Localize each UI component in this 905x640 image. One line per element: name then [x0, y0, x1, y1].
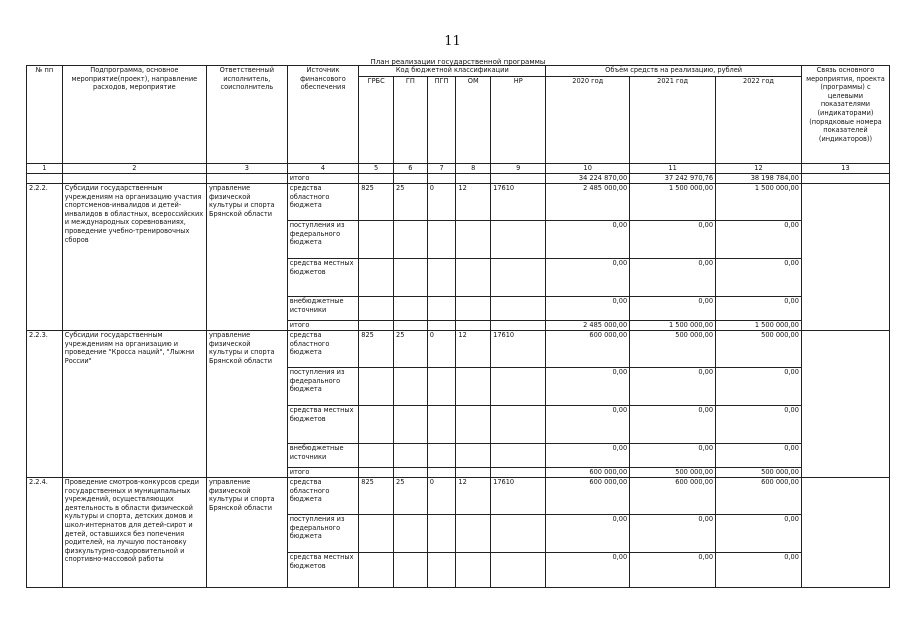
value-2021: 0,00 — [630, 297, 716, 321]
header-budget-code: Код бюджетной классификации — [359, 66, 546, 77]
value-2021: 600 000,00 — [630, 478, 716, 515]
column-number: 7 — [427, 164, 456, 174]
value-2020: 0,00 — [546, 515, 630, 553]
gp-code: 25 — [394, 184, 428, 221]
column-number: 2 — [62, 164, 206, 174]
total-2021: 500 000,00 — [630, 468, 716, 478]
funding-source: поступления из федерального бюджета — [287, 515, 359, 553]
value-2020: 2 485 000,00 — [546, 184, 630, 221]
value-2020: 0,00 — [546, 368, 630, 406]
value-2020: 0,00 — [546, 221, 630, 259]
value-2021: 0,00 — [630, 368, 716, 406]
value-2021: 0,00 — [630, 221, 716, 259]
column-number: 9 — [491, 164, 546, 174]
value-2021: 0,00 — [630, 259, 716, 297]
total-label: итого — [287, 321, 359, 331]
activity-name: Субсидии государственным учреждениям на организацию и проведение "Кросса наций", "Лыжни России" — [62, 331, 206, 478]
funding-source: средства областного бюджета — [287, 478, 359, 515]
value-2021: 500 000,00 — [630, 331, 716, 368]
value-2021: 1 500 000,00 — [630, 184, 716, 221]
activity-executor: управление физической культуры и спорта Брянской области — [206, 478, 287, 588]
column-number: 5 — [359, 164, 394, 174]
value-2020: 600 000,00 — [546, 331, 630, 368]
om-code: 12 — [456, 331, 491, 368]
nr-code: 17610 — [491, 478, 546, 515]
value-2021: 0,00 — [630, 553, 716, 588]
column-numbers-row — [27, 164, 890, 174]
column-number: 12 — [716, 164, 802, 174]
header-2021: 2021 год — [630, 77, 716, 164]
header-volume: Объём средств на реализацию, рублей — [546, 66, 802, 77]
column-number: 3 — [206, 164, 287, 174]
funding-source: внебюджетные источники — [287, 297, 359, 321]
value-2022: 0,00 — [716, 368, 802, 406]
value-2021: 0,00 — [630, 444, 716, 468]
header-grbs: ГРБС — [359, 77, 394, 164]
header-gp: ГП — [394, 77, 428, 164]
total-2020: 34 224 870,00 — [546, 174, 630, 184]
value-2020: 0,00 — [546, 406, 630, 444]
total-2020: 2 485 000,00 — [546, 321, 630, 331]
plan-table — [26, 65, 890, 588]
header-2020: 2020 год — [546, 77, 630, 164]
header-2022: 2022 год — [716, 77, 802, 164]
header-nr: НР — [491, 77, 546, 164]
value-2022: 0,00 — [716, 515, 802, 553]
total-2022: 38 198 784,00 — [716, 174, 802, 184]
value-2022: 0,00 — [716, 259, 802, 297]
column-number: 10 — [546, 164, 630, 174]
funding-source: средства областного бюджета — [287, 184, 359, 221]
total-label: итого — [287, 468, 359, 478]
header-om: ОМ — [456, 77, 491, 164]
pgp-code: 0 — [427, 184, 456, 221]
activity-executor: управление физической культуры и спорта Брянской области — [206, 184, 287, 331]
value-2022: 0,00 — [716, 221, 802, 259]
top-total-row — [27, 174, 890, 184]
header-link: Связь основного мероприятия, проекта (программы) с целевыми показателями (индикаторами) (порядковые номера показателей (индикаторов)) — [801, 66, 889, 164]
value-2020: 0,00 — [546, 553, 630, 588]
pgp-code: 0 — [427, 478, 456, 515]
total-2020: 600 000,00 — [546, 468, 630, 478]
column-number: 6 — [394, 164, 428, 174]
funding-source: поступления из федерального бюджета — [287, 368, 359, 406]
om-code: 12 — [456, 184, 491, 221]
total-2022: 500 000,00 — [716, 468, 802, 478]
indicator-link — [801, 331, 889, 478]
value-2021: 0,00 — [630, 406, 716, 444]
value-2022: 600 000,00 — [716, 478, 802, 515]
funding-source: средства областного бюджета — [287, 331, 359, 368]
activity-name: Проведение смотров-конкурсов среди государственных и муниципальных учреждений, осуществляющих деятельность в области физической культуры и спорта, детских домов и школ-интернатов для детей-сирот и детей, оставшихся без попечения родителей, на лучшую постановку физкультурно-оздоровительной и спортивно-массовой работы — [62, 478, 206, 588]
header-executor: Ответственный исполнитель, соисполнитель — [206, 66, 287, 164]
funding-source: средства местных бюджетов — [287, 553, 359, 588]
grbs-code: 825 — [359, 331, 394, 368]
activity-number: 2.2.3. — [27, 331, 63, 478]
column-number: 1 — [27, 164, 63, 174]
activity-number: 2.2.4. — [27, 478, 63, 588]
header-activity: Подпрограмма, основное мероприятие(проект), направление расходов, мероприятие — [62, 66, 206, 164]
pgp-code: 0 — [427, 331, 456, 368]
activity-name: Субсидии государственным учреждениям на организацию участия спортсменов-инвалидов и детей-инвалидов в областных, всероссийских и международных соревнованиях, проведение учебно-тренировочных сборов — [62, 184, 206, 331]
value-2022: 0,00 — [716, 406, 802, 444]
indicator-link — [801, 478, 889, 588]
grbs-code: 825 — [359, 478, 394, 515]
funding-source: средства местных бюджетов — [287, 406, 359, 444]
page-number: 11 — [444, 34, 461, 49]
value-2022: 500 000,00 — [716, 331, 802, 368]
total-2022: 1 500 000,00 — [716, 321, 802, 331]
column-number: 11 — [630, 164, 716, 174]
table-row — [27, 478, 890, 515]
total-label: итого — [287, 174, 359, 184]
activity-number: 2.2.2. — [27, 184, 63, 331]
column-number: 8 — [456, 164, 491, 174]
table-row — [27, 184, 890, 221]
indicator-link — [801, 184, 889, 331]
header-num: № пп — [27, 66, 63, 164]
nr-code: 17610 — [491, 184, 546, 221]
activity-executor: управление физической культуры и спорта Брянской области — [206, 331, 287, 478]
gp-code: 25 — [394, 478, 428, 515]
total-2021: 1 500 000,00 — [630, 321, 716, 331]
funding-source: поступления из федерального бюджета — [287, 221, 359, 259]
column-number: 4 — [287, 164, 359, 174]
funding-source: внебюджетные источники — [287, 444, 359, 468]
plan-title: План реализации государственной программы — [370, 58, 546, 66]
value-2022: 0,00 — [716, 297, 802, 321]
value-2020: 600 000,00 — [546, 478, 630, 515]
gp-code: 25 — [394, 331, 428, 368]
value-2022: 1 500 000,00 — [716, 184, 802, 221]
column-number: 13 — [801, 164, 889, 174]
total-2021: 37 242 970,76 — [630, 174, 716, 184]
header-source: Источник финансового обеспечения — [287, 66, 359, 164]
value-2020: 0,00 — [546, 297, 630, 321]
om-code: 12 — [456, 478, 491, 515]
value-2020: 0,00 — [546, 259, 630, 297]
value-2021: 0,00 — [630, 515, 716, 553]
value-2020: 0,00 — [546, 444, 630, 468]
funding-source: средства местных бюджетов — [287, 259, 359, 297]
value-2022: 0,00 — [716, 553, 802, 588]
table-row — [27, 331, 890, 368]
value-2022: 0,00 — [716, 444, 802, 468]
nr-code: 17610 — [491, 331, 546, 368]
header-pgp: ПГП — [427, 77, 456, 164]
grbs-code: 825 — [359, 184, 394, 221]
